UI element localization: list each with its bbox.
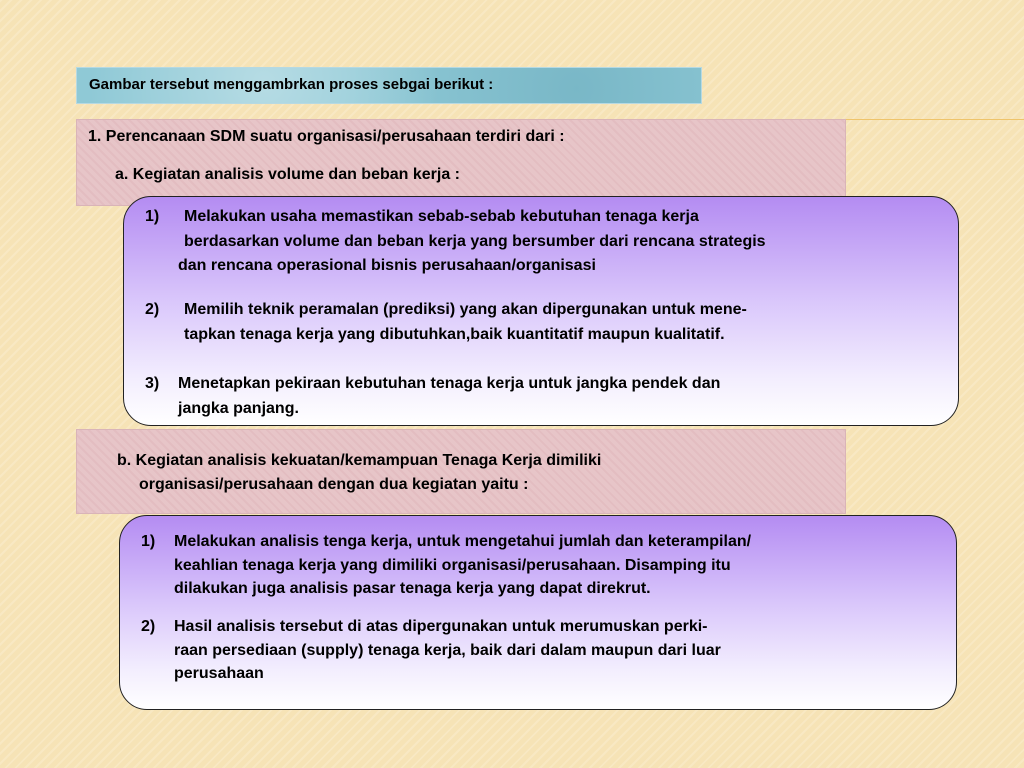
item-line: perusahaan: [174, 665, 264, 682]
item-line: jangka panjang.: [178, 400, 299, 417]
slide-title: Gambar tersebut menggambrkan proses sebgai berikut :: [89, 76, 494, 93]
section2-sub-b: organisasi/perusahaan dengan dua kegiatan yaitu :: [139, 476, 529, 493]
item-number: 1): [141, 533, 156, 550]
item-line: keahlian tenaga kerja yang dimiliki organisasi/perusahaan. Disamping itu: [174, 557, 731, 574]
title-box: [76, 67, 702, 104]
item-number: 1): [145, 208, 160, 225]
decorative-line: [846, 119, 1024, 120]
section1-sub-a: a. Kegiatan analisis volume dan beban kerja :: [115, 166, 461, 183]
item-line: Melakukan analisis tenga kerja, untuk mengetahui jumlah dan keterampilan/: [174, 533, 752, 550]
item-line: tapkan tenaga kerja yang dibutuhkan,baik kuantitatif maupun kualitatif.: [184, 326, 725, 343]
item-number: 2): [145, 301, 160, 318]
item-number: 2): [141, 618, 156, 635]
item-line: Hasil analisis tersebut di atas dipergunakan untuk merumuskan perki-: [174, 618, 708, 635]
section2-header-box: [76, 429, 846, 514]
item-number: 3): [145, 375, 160, 392]
item-line: berdasarkan volume dan beban kerja yang bersumber dari rencana strategis: [184, 233, 766, 250]
item-line: raan persediaan (supply) tenaga kerja, baik dari dalam maupun dari luar: [174, 642, 721, 659]
item-line: Memilih teknik peramalan (prediksi) yang akan dipergunakan untuk mene-: [184, 301, 747, 318]
item-line: Menetapkan pekiraan kebutuhan tenaga kerja untuk jangka pendek dan: [178, 375, 721, 392]
item-line: dilakukan juga analisis pasar tenaga kerja yang dapat direkrut.: [174, 580, 651, 597]
item-line: Melakukan usaha memastikan sebab-sebab kebutuhan tenaga kerja: [184, 208, 699, 225]
section2-sub-b: b. Kegiatan analisis kekuatan/kemampuan Tenaga Kerja dimiliki: [117, 452, 602, 469]
item-line: dan rencana operasional bisnis perusahaan/organisasi: [178, 257, 596, 274]
section1-heading: 1. Perencanaan SDM suatu organisasi/perusahaan terdiri dari :: [88, 128, 565, 145]
